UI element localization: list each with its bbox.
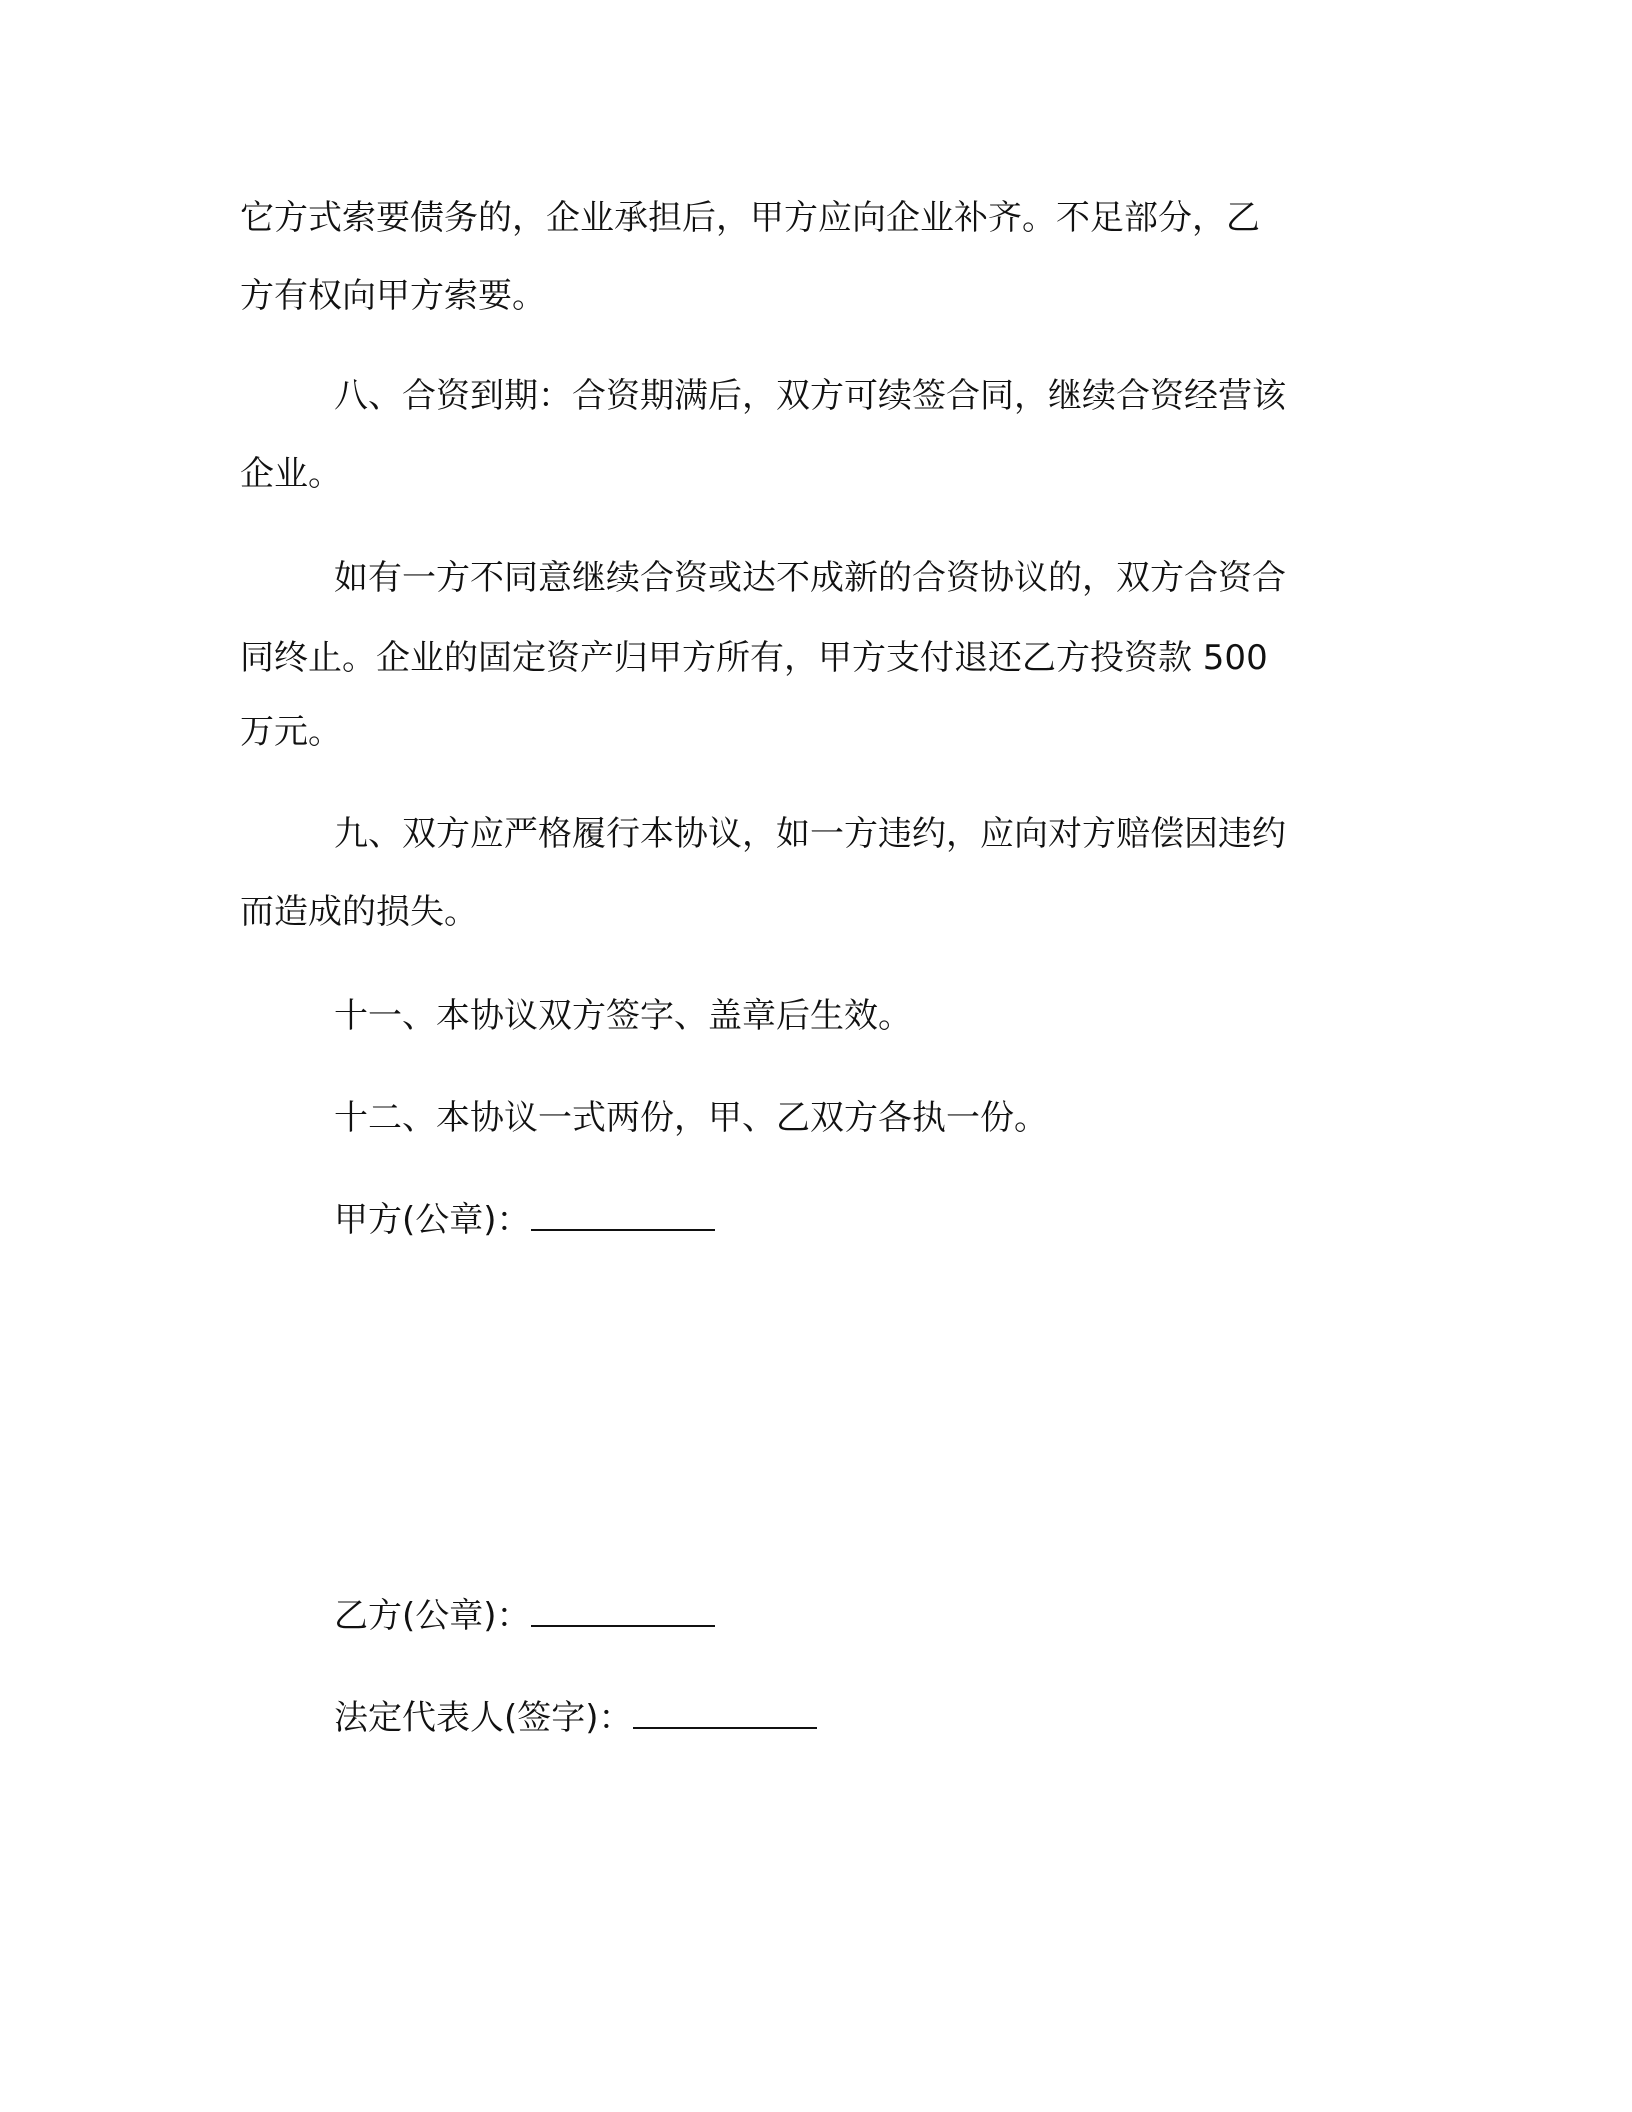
party-b-label: 乙方(公章)： [334,1596,531,1636]
clause-11: 十一、本协议双方签字、盖章后生效。 [334,996,912,1036]
paragraph-continued-line-1: 它方式索要债务的，企业承担后，甲方应向企业补齐。不足部分，乙 [240,198,1260,238]
party-b-signature-row [334,1594,715,1638]
legal-rep-signature-blank[interactable] [633,1697,817,1729]
clause-8-termination-line-2: 同终止。企业的固定资产归甲方所有，甲方支付退还乙方投资款 500 [240,638,1268,678]
clause-8-line-1: 八、合资到期：合资期满后，双方可续签合同，继续合资经营该 [334,376,1286,416]
party-a-label: 甲方(公章)： [334,1200,531,1240]
clause-8-line-2: 企业。 [240,454,342,494]
clause-12: 十二、本协议一式两份，甲、乙双方各执一份。 [334,1098,1048,1138]
party-a-signature-row [334,1198,715,1242]
party-a-signature-blank[interactable] [531,1199,715,1231]
clause-8-termination-line-3: 万元。 [240,712,342,752]
party-b-signature-blank[interactable] [531,1595,715,1627]
clause-8-termination-line-1: 如有一方不同意继续合资或达不成新的合资协议的，双方合资合 [334,558,1286,598]
clause-9-line-1: 九、双方应严格履行本协议，如一方违约，应向对方赔偿因违约 [334,814,1286,854]
clause-9-line-2: 而造成的损失。 [240,892,478,932]
paragraph-continued-line-2: 方有权向甲方索要。 [240,276,546,316]
legal-rep-label: 法定代表人(签字)： [334,1698,633,1738]
legal-rep-signature-row [334,1696,817,1740]
